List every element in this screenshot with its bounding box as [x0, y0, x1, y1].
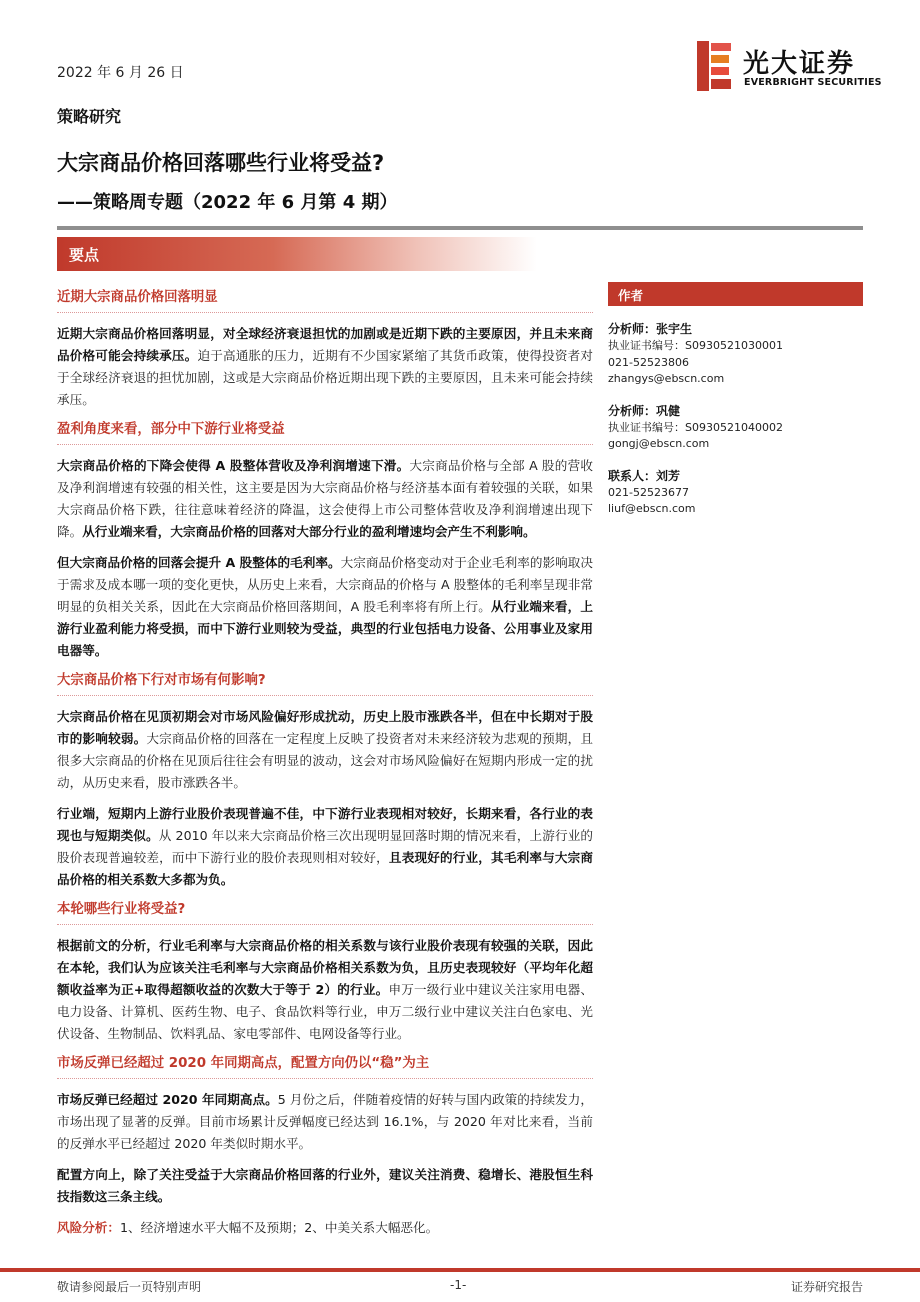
- para-bold-tail: 从行业端来看，上游行业盈利能力将受损，而中下游行业则较为受益，典型的行业包括电力设备、公用事业及家用电器等。: [57, 599, 593, 658]
- para-text: 大宗商品价格的回落在一定程度上反映了投资者对未来经济较为悲观的预期，且很多大宗商品的价格在见顶后往往会有明显的波动，这会对市场风险偏好在短期内形成一定的扰动，从历史来看，股市涨跌各半。: [57, 731, 594, 790]
- contact-phone: 021-52523677: [608, 485, 689, 499]
- keypoints-banner: [57, 237, 537, 271]
- author-sidebar: [608, 282, 863, 518]
- analyst-license: 执业证书编号：S0930521040002: [608, 420, 783, 434]
- paragraph: [57, 455, 593, 543]
- analyst-card: [608, 320, 863, 388]
- section-heading: 盈利角度来看，部分中下游行业将受益: [57, 420, 593, 445]
- para-bold: 近期大宗商品价格回落明显，对全球经济衰退担忧的加剧或是近期下跌的主要原因，并且未来商品价格可能会持续承压。: [57, 326, 593, 363]
- report-date: 2022 年 6 月 26 日: [57, 65, 184, 81]
- title-divider: [57, 226, 863, 230]
- logo-text-en: EVERBRIGHT SECURITIES: [744, 77, 882, 88]
- analyst-phone: 021-52523806: [608, 355, 689, 369]
- contact-email[interactable]: liuf@ebscn.com: [608, 502, 696, 515]
- para-text: 大宗商品价格变动对于企业毛利率的影响取决于需求及成本哪一项的变化更快，从历史上来看，大宗商品的价格与 A 股整体的毛利率呈现非常明显的负相关关系，因此在大宗商品价格回落期间，A 股毛利率将有所上行。: [57, 555, 594, 614]
- analyst-card: [608, 402, 863, 453]
- para-text: 申万一级行业中建议关注家用电器、电力设备、计算机、医药生物、电子、食品饮料等行业，申万二级行业中建议关注白色家电、光伏设备、生物制品、饮料乳品、家电零部件、电网设备等行业。: [57, 982, 594, 1041]
- analyst-name: 分析师：张宇生: [608, 322, 693, 336]
- section-heading: 市场反弹已经超过 2020 年同期高点，配置方向仍以“稳”为主: [57, 1054, 593, 1079]
- analyst-email[interactable]: zhangys@ebscn.com: [608, 372, 725, 385]
- paragraph: [57, 935, 593, 1045]
- analyst-name: 分析师：巩健: [608, 403, 681, 418]
- para-bold: 大宗商品价格的下降会使得 A 股整体营收及净利润增速下滑。: [57, 458, 410, 473]
- para-bold: 大宗商品价格在见顶初期会对市场风险偏好形成扰动，历史上股市涨跌各半，但在中长期对于股市的影响较弱。: [57, 709, 593, 746]
- logo-text-cn: 光大证券: [743, 49, 856, 79]
- section-heading: 大宗商品价格下行对市场有何影响?: [57, 671, 593, 696]
- page-number: -1-: [450, 1278, 467, 1292]
- author-heading: 作者: [608, 282, 863, 306]
- page-subtitle: ——策略周专题（2022 年 6 月第 4 期）: [57, 192, 398, 213]
- paragraph: [57, 1089, 593, 1155]
- analyst-license: 执业证书编号：S0930521030001: [608, 339, 783, 352]
- risk-text: 1、经济增速水平大幅不及预期；2、中美关系大幅恶化。: [119, 1220, 439, 1235]
- para-bold: 市场反弹已经超过 2020 年同期高点。: [57, 1092, 278, 1107]
- para-text: 大宗商品价格与全部 A 股的营收及净利润增速有较强的相关性，这主要是因为大宗商品价格与经济基本面有着较强的关联，如果大宗商品价格下跌，往往意味着经济的降温，这会使得上市公司整体营收及净利润增速出现下降。: [57, 458, 593, 539]
- para-bold: 根据前文的分析，行业毛利率与大宗商品价格的相关系数与该行业股价表现有较强的关联，因此在本轮，我们认为应该关注毛利率与大宗商品价格相关系数为负，且历史表现较好（平均年化超额收益率为正+取得超额收益的次数大于等于 2）的行业。: [57, 938, 593, 997]
- report-category: 策略研究: [57, 107, 122, 126]
- contact-name: 联系人：刘芳: [608, 468, 681, 483]
- para-text: 迫于高通胀的压力，近期有不少国家紧缩了其货币政策，使得投资者对于全球经济衰退的担忧加剧，这或是大宗商品价格近期出现下跌的主要原因，且未来可能会持续承压。: [57, 348, 594, 407]
- risk-label: 风险分析：: [57, 1220, 120, 1235]
- paragraph: [57, 706, 593, 794]
- para-bold-tail: 从行业端来看，大宗商品价格的回落对大部分行业的盈利增速均会产生不利影响。: [82, 524, 536, 539]
- everbright-logo-icon: [697, 41, 733, 91]
- page-footer: [0, 1272, 920, 1302]
- paragraph: [57, 323, 593, 411]
- para-bold-tail: 且表现好的行业，其毛利率与大宗商品价格的相关系数大多都为负。: [57, 850, 594, 887]
- main-content: [57, 288, 593, 1239]
- paragraph: [57, 552, 593, 662]
- para-text: 5 月份之后，伴随着疫情的好转与国内政策的持续发力，市场出现了显著的反弹。目前市场累计反弹幅度已经达到 16.1%，与 2020 年对比来看，当前的反弹水平已经超过 2020 年类似时期水平。: [57, 1092, 593, 1151]
- paragraph: [57, 803, 593, 891]
- keypoints-label: 要点: [69, 246, 100, 264]
- para-bold: 配置方向上，除了关注受益于大宗商品价格回落的行业外，建议关注消费、稳增长、港股恒生科技指数这三条主线。: [57, 1167, 593, 1204]
- footer-disclaimer: 敬请参阅最后一页特别声明: [57, 1280, 202, 1294]
- page-title: 大宗商品价格回落哪些行业将受益?: [57, 151, 385, 175]
- section-heading: 近期大宗商品价格回落明显: [57, 288, 593, 313]
- para-text: 从 2010 年以来大宗商品价格三次出现明显回落时期的情况来看，上游行业的股价表现普遍较差，而中下游行业的股价表现则相对较好，: [57, 828, 594, 865]
- footer-report-type: 证券研究报告: [790, 1280, 863, 1294]
- analyst-card: [608, 467, 863, 518]
- risk-analysis: [57, 1217, 593, 1239]
- paragraph: [57, 1164, 593, 1208]
- analyst-email[interactable]: gongj@ebscn.com: [608, 437, 710, 450]
- section-heading: 本轮哪些行业将受益?: [57, 900, 593, 925]
- company-logo: [697, 41, 882, 91]
- para-bold: 但大宗商品价格的回落会提升 A 股整体的毛利率。: [57, 555, 341, 570]
- para-bold: 行业端，短期内上游行业股价表现普遍不佳，中下游行业表现相对较好，长期来看，各行业的表现也与短期类似。: [57, 806, 593, 843]
